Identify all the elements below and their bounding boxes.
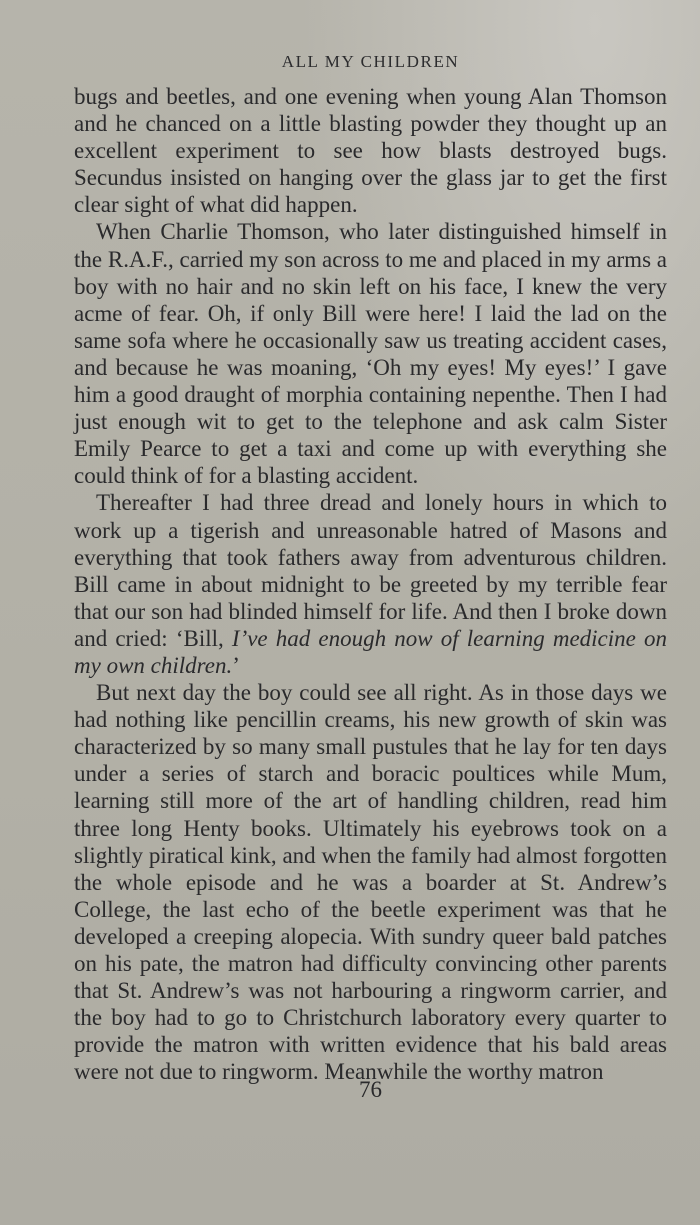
body-text (74, 83, 667, 1085)
paragraph-3 (74, 489, 667, 679)
paragraph-3-text: Thereafter I had three dread and lonely hours in which to work up a tigerish and unreasonable hatred of Masons and everything that took fathers away from adventurous children. Bill came in about midnight to be greeted by my terrible fear that our son had blinded himself for life. And then I broke down and cried: ‘Bill, (74, 490, 667, 651)
page-number: 76 (359, 1077, 382, 1102)
closing-quote-mark: ’ (232, 652, 240, 678)
paragraph-4: But next day the boy could see all right. As in those days we had nothing like pencillin creams, his new growth of skin was characterized by so many small pustules that he lay for ten days under a series of starch and boracic poultices while Mum, learning still more of the art of handling children, read him three long Henty books. Ultimately his eyebrows took on a slightly piratical kink, and when the family had almost forgotten the whole episode and he was a boarder at St. Andrew’s College, the last echo of the beetle experiment was that he developed a creeping alopecia. With sundry queer bald patches on his pate, the matron had difficulty convincing other parents that St. Andrew’s was not harbouring a ringworm carrier, and the boy had to go to Christchurch laboratory every quarter to provide the matron with written evidence that his bald areas were not due to ringworm. Meanwhile the worthy matron (74, 680, 667, 1085)
running-head: ALL MY CHILDREN (281, 52, 460, 71)
paragraph-2: When Charlie Thomson, who later distinguished himself in the R.A.F., carried my son across to me and placed in my arms a boy with no hair and no skin left on his face, I knew the very acme of fear. Oh, if only Bill were here! I laid the lad on the same sofa where he occasionally saw us treating accident cases, and because he was moaning, ‘Oh my eyes! My eyes!’ I gave him a good draught of morphia containing nepenthe. Then I had just enough wit to get to the telephone and ask calm Sister Emily Pearce to get a taxi and come up with everything she could think of for a blasting accident. (74, 219, 667, 489)
paragraph-1: bugs and beetles, and one evening when young Alan Thomson and he chanced on a little blasting powder they thought up an excellent experiment to see how blasts destroyed bugs. Secundus insisted on hanging over the glass jar to get the first clear sight of what did happen. (74, 84, 667, 218)
italic-quote: I’ve had enough now of learning medicine on my own children. (74, 625, 667, 678)
